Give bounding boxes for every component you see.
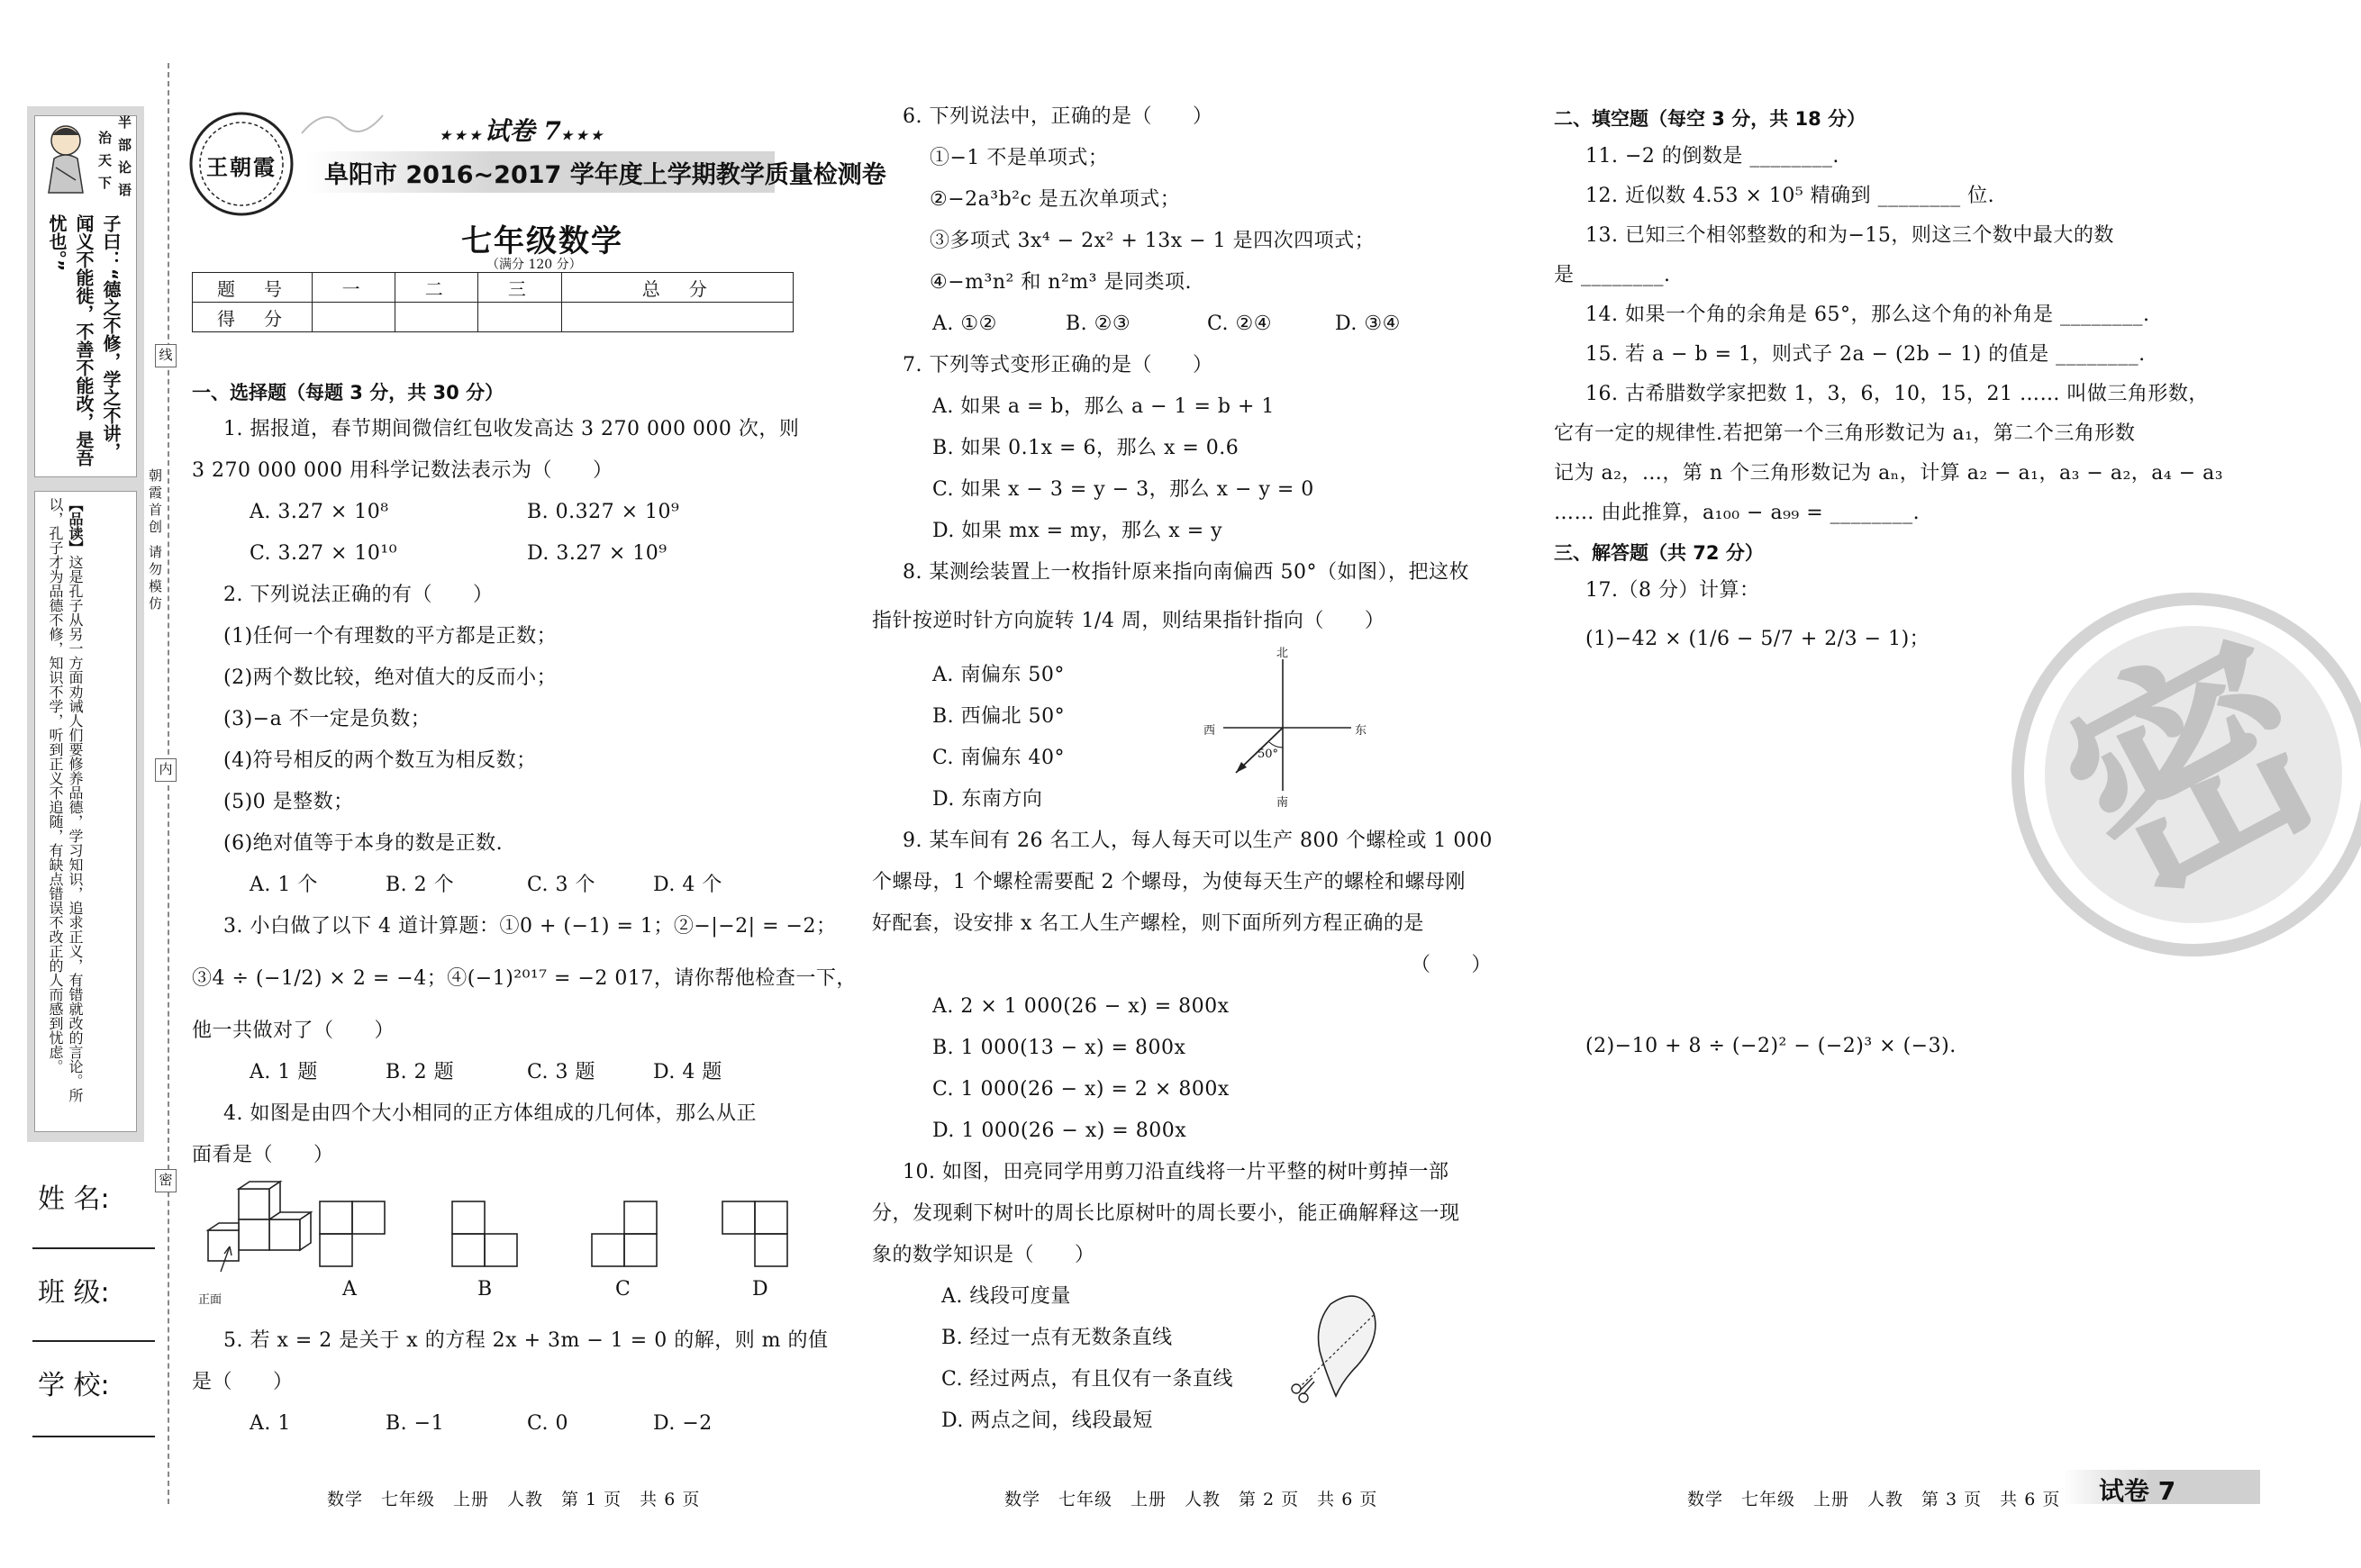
q4-label-d: D: [752, 1278, 769, 1301]
q2-item-5: (5)0 是整数；: [223, 791, 354, 813]
leaf-scissors-figure: [1284, 1288, 1392, 1405]
q4-line1: 4. 如图是由四个大小相同的正方体组成的几何体，那么从正: [223, 1102, 757, 1125]
score-table-header-row: [193, 273, 794, 303]
q6-opt-a: A. ①②: [932, 313, 997, 335]
q13-line1: 13. 已知三个相邻整数的和为−15，则这三个数中最大的数: [1585, 224, 2114, 247]
q16-line1: 16. 古希腊数学家把数 1，3，6，10，15，21 …… 叫做三角形数，: [1585, 383, 2209, 405]
subject-title: 七年级数学: [461, 223, 623, 259]
score-header-label: 题 号: [193, 273, 313, 303]
section3-title: 三、解答题（共 72 分）: [1554, 542, 1764, 564]
exam-title: 阜阳市 2016~2017 学年度上学期教学质量检测卷: [324, 161, 886, 189]
brand-logo: [187, 110, 295, 218]
confucius-figure: [36, 117, 95, 193]
q1-opt-c: C. 3.27 × 10¹⁰: [250, 542, 398, 565]
q9-line4: （ ）: [1411, 954, 1493, 976]
q4-front-label: 正面: [198, 1293, 222, 1307]
q10-opt-d: D. 两点之间，线段最短: [941, 1409, 1153, 1432]
score-cell-3[interactable]: [478, 303, 561, 332]
q5-opt-c: C. 0: [527, 1412, 569, 1435]
q4-line2: 面看是（ ）: [192, 1144, 334, 1166]
ribbon-decoration: [297, 106, 387, 142]
paper-tag: ★★★试卷 7★★★: [440, 116, 606, 146]
q17-stem: 17.（8 分）计算：: [1585, 579, 1760, 602]
q13-line2: 是 ________.: [1554, 264, 1671, 286]
pindu-label: 【品读】: [67, 497, 84, 555]
class-field[interactable]: [32, 1340, 155, 1342]
score-cell-total[interactable]: [561, 303, 793, 332]
name-label: 姓 名:: [38, 1183, 110, 1215]
q3-line3: 他一共做对了（ ）: [192, 1020, 395, 1042]
q2-opt-d: D. 4 个: [653, 874, 722, 896]
compass-west: 西: [1203, 724, 1216, 738]
q6-item-4: ④−m³n² 和 n²m³ 是同类项.: [930, 271, 1192, 294]
section1-title: 一、选择题（每题 3 分，共 30 分）: [192, 382, 504, 403]
q2-opt-a: A. 1 个: [250, 874, 318, 896]
q2-item-4: (4)符号相反的两个数互为相反数；: [223, 749, 537, 772]
q10-line1: 10. 如图，田亮同学用剪刀沿直线将一片平整的树叶剪掉一部: [903, 1161, 1449, 1183]
score-header-2: 二: [395, 273, 478, 303]
q1-line2: 3 270 000 000 用科学记数法表示为（ ）: [192, 459, 613, 482]
watermark-seal: [1991, 572, 2361, 946]
watermark-char: 密: [2026, 594, 2361, 946]
q1-opt-b: B. 0.327 × 10⁹: [527, 501, 680, 523]
page2-footer: 数学 七年级 上册 人教 第 2 页 共 6 页: [1004, 1490, 1378, 1509]
q6-opt-b: B. ②③: [1066, 313, 1131, 335]
q4-view-d: [721, 1200, 793, 1272]
q8-line2: 指针按逆时针方向旋转 1/4 周，则结果指针指向（ ）: [872, 610, 1385, 632]
q4-label-c: C: [615, 1278, 631, 1301]
score-cell-1[interactable]: [313, 303, 395, 332]
q5-line2: 是（ ）: [192, 1371, 294, 1393]
q1-line1: 1. 据报道，春节期间微信红包收发高达 3 270 000 000 次，则: [223, 418, 800, 440]
q2-opt-c: C. 3 个: [527, 874, 596, 896]
compass-angle: 50°: [1258, 748, 1279, 761]
compass-north: 北: [1276, 647, 1289, 660]
q5-opt-d: D. −2: [653, 1412, 713, 1435]
seal-char-xian: 线: [155, 344, 177, 367]
q14: 14. 如果一个角的余角是 65°，那么这个角的补角是 ________.: [1585, 304, 2150, 326]
q4-label-a: A: [342, 1278, 358, 1301]
page3-footer: 数学 七年级 上册 人教 第 3 页 共 6 页: [1687, 1490, 2061, 1509]
q5-opt-b: B. −1: [386, 1412, 445, 1435]
q16-line4: …… 由此推算，a₁₀₀ − a₉₉ = ________.: [1554, 502, 1921, 524]
q7-opt-d: D. 如果 mx = my，那么 x = y: [932, 520, 1223, 542]
score-table: [192, 272, 794, 332]
q4-view-a: [318, 1200, 390, 1272]
q11: 11. −2 的倒数是 ________.: [1585, 145, 1839, 168]
compass-east: 东: [1355, 724, 1367, 738]
score-table-score-row: [193, 303, 794, 332]
q6-item-1: ①−1 不是单项式；: [930, 147, 1109, 169]
q3-line2: ③4 ÷ (−1/2) × 2 = −4；④(−1)²⁰¹⁷ = −2 017，请你帮他检查一下，: [192, 967, 857, 990]
q9-opt-d: D. 1 000(26 − x) = 800x: [932, 1119, 1187, 1142]
compass-figure: [1198, 647, 1378, 809]
q8-line1: 8. 某测绘装置上一枚指针原来指向南偏西 50°（如图），把这枚: [903, 561, 1469, 584]
q9-line3: 好配套，设安排 x 名工人生产螺栓，则下面所列方程正确的是: [872, 912, 1424, 935]
quote-tag-col1: 半部论语: [116, 115, 132, 205]
corner-tag: 试卷 7: [2099, 1476, 2176, 1506]
q8-opt-a: A. 南偏东 50°: [932, 664, 1065, 686]
q6-stem: 6. 下列说法中，正确的是（ ）: [903, 105, 1213, 128]
q7-opt-b: B. 如果 0.1x = 6，那么 x = 0.6: [932, 437, 1240, 459]
q2-stem: 2. 下列说法正确的有（ ）: [223, 584, 494, 606]
q10-opt-a: A. 线段可度量: [941, 1285, 1071, 1308]
full-score: （满分 120 分）: [486, 258, 582, 272]
brand-logo-text: 王朝霞: [206, 154, 277, 180]
score-header-3: 三: [478, 273, 561, 303]
q2-opt-b: B. 2 个: [386, 874, 455, 896]
q2-item-1: (1)任何一个有理数的平方都是正数；: [223, 625, 558, 648]
q10-opt-b: B. 经过一点有无数条直线: [941, 1327, 1173, 1349]
q10-opt-c: C. 经过两点，有且仅有一条直线: [941, 1368, 1234, 1391]
q17-part2: (2)−10 + 8 ÷ (−2)² − (−2)³ × (−3).: [1585, 1035, 1957, 1057]
q9-opt-c: C. 1 000(26 − x) = 2 × 800x: [932, 1078, 1230, 1101]
q2-item-6: (6)绝对值等于本身的数是正数.: [223, 832, 504, 855]
compass-south: 南: [1276, 796, 1289, 810]
score-row-label: 得 分: [193, 303, 313, 332]
q16-line3: 记为 a₂，…，第 n 个三角形数记为 aₙ，计算 a₂ − a₁，a₃ − a₂，a₄ − a₃: [1554, 462, 2224, 485]
q2-item-2: (2)两个数比较，绝对值大的反而小；: [223, 666, 558, 689]
q17-part1: (1)−42 × (1/6 − 5/7 + 2/3 − 1)；: [1585, 628, 1930, 650]
q9-line1: 9. 某车间有 26 名工人，每人每天可以生产 800 个螺栓或 1 000: [903, 829, 1493, 852]
q3-opt-b: B. 2 题: [386, 1061, 455, 1083]
q4-cube-figure: [203, 1182, 311, 1281]
q3-opt-a: A. 1 题: [250, 1061, 318, 1083]
q3-opt-d: D. 4 题: [653, 1061, 722, 1083]
q4-label-b: B: [477, 1278, 493, 1301]
pindu-text: 【品读】这是孔子从另一方面劝诫人们要修养品德，学习知识，追求正义，有错就改的言论。所以，孔子才为品德不修，知识不学，听到正义不追随，有缺点错误不改正的人而感到忧虑。: [47, 497, 84, 1102]
q7-opt-c: C. 如果 x − 3 = y − 3，那么 x − y = 0: [932, 478, 1314, 501]
q8-opt-b: B. 西偏北 50°: [932, 705, 1066, 728]
q9-line2: 个螺母，1 个螺栓需要配 2 个螺母，为使每天生产的螺栓和螺母刚: [872, 871, 1466, 893]
q10-line2: 分，发现剩下树叶的周长比原树叶的周长要小，能正确解释这一现: [872, 1202, 1460, 1225]
q5-opt-a: A. 1: [250, 1412, 291, 1435]
q12: 12. 近似数 4.53 × 10⁵ 精确到 ________ 位.: [1585, 185, 1995, 207]
q6-opt-c: C. ②④: [1207, 313, 1272, 335]
q5-line1: 5. 若 x = 2 是关于 x 的方程 2x + 3m − 1 = 0 的解，则 m 的值: [223, 1329, 829, 1352]
q15: 15. 若 a − b = 1，则式子 2a − (2b − 1) 的值是 ________.: [1585, 343, 2146, 366]
seal-char-mi: 密: [155, 1169, 177, 1192]
q4-view-b: [450, 1200, 522, 1272]
page1-footer: 数学 七年级 上册 人教 第 1 页 共 6 页: [327, 1490, 701, 1509]
binding-dashed-line: [168, 63, 169, 1504]
q16-line2: 它有一定的规律性.若把第一个三角形数记为 a₁，第二个三角形数: [1554, 422, 2136, 445]
q2-item-3: (3)−a 不一定是负数；: [223, 708, 431, 730]
q8-opt-d: D. 东南方向: [932, 788, 1043, 811]
score-header-1: 一: [313, 273, 395, 303]
q6-item-2: ②−2a³b²c 是五次单项式；: [930, 188, 1181, 211]
q3-opt-c: C. 3 题: [527, 1061, 596, 1083]
q3-line1: 3. 小白做了以下 4 道计算题：①0 + (−1) = 1；②−|−2| = −2；: [223, 915, 837, 938]
school-label: 学 校:: [38, 1370, 110, 1401]
seal-note: 朝霞首创 请勿模仿: [147, 468, 163, 613]
q7-opt-a: A. 如果 a = b，那么 a − 1 = b + 1: [932, 395, 1275, 418]
q4-view-c: [590, 1200, 662, 1272]
quote-tag-col2: 治天下: [96, 131, 113, 198]
q7-stem: 7. 下列等式变形正确的是（ ）: [903, 354, 1213, 376]
school-field[interactable]: [32, 1436, 155, 1437]
q9-opt-b: B. 1 000(13 − x) = 800x: [932, 1037, 1186, 1059]
score-cell-2[interactable]: [395, 303, 478, 332]
name-field[interactable]: [32, 1247, 155, 1249]
q1-opt-d: D. 3.27 × 10⁹: [527, 542, 667, 565]
q8-opt-c: C. 南偏东 40°: [932, 747, 1066, 769]
confucius-quote: 子曰：“德之不修，学之不讲，闻义不能徙，不善不能改，是吾忧也。”: [46, 214, 122, 467]
section2-title: 二、填空题（每空 3 分，共 18 分）: [1554, 108, 1866, 130]
seal-char-nei: 内: [155, 758, 177, 782]
score-header-total: 总 分: [561, 273, 793, 303]
class-label: 班 级:: [38, 1277, 110, 1309]
q6-item-3: ③多项式 3x⁴ − 2x² + 13x − 1 是四次四项式；: [930, 230, 1376, 252]
q10-line3: 象的数学知识是（ ）: [872, 1244, 1095, 1266]
q6-opt-d: D. ③④: [1335, 313, 1401, 335]
q9-opt-a: A. 2 × 1 000(26 − x) = 800x: [932, 995, 1230, 1018]
q1-opt-a: A. 3.27 × 10⁸: [250, 501, 389, 523]
